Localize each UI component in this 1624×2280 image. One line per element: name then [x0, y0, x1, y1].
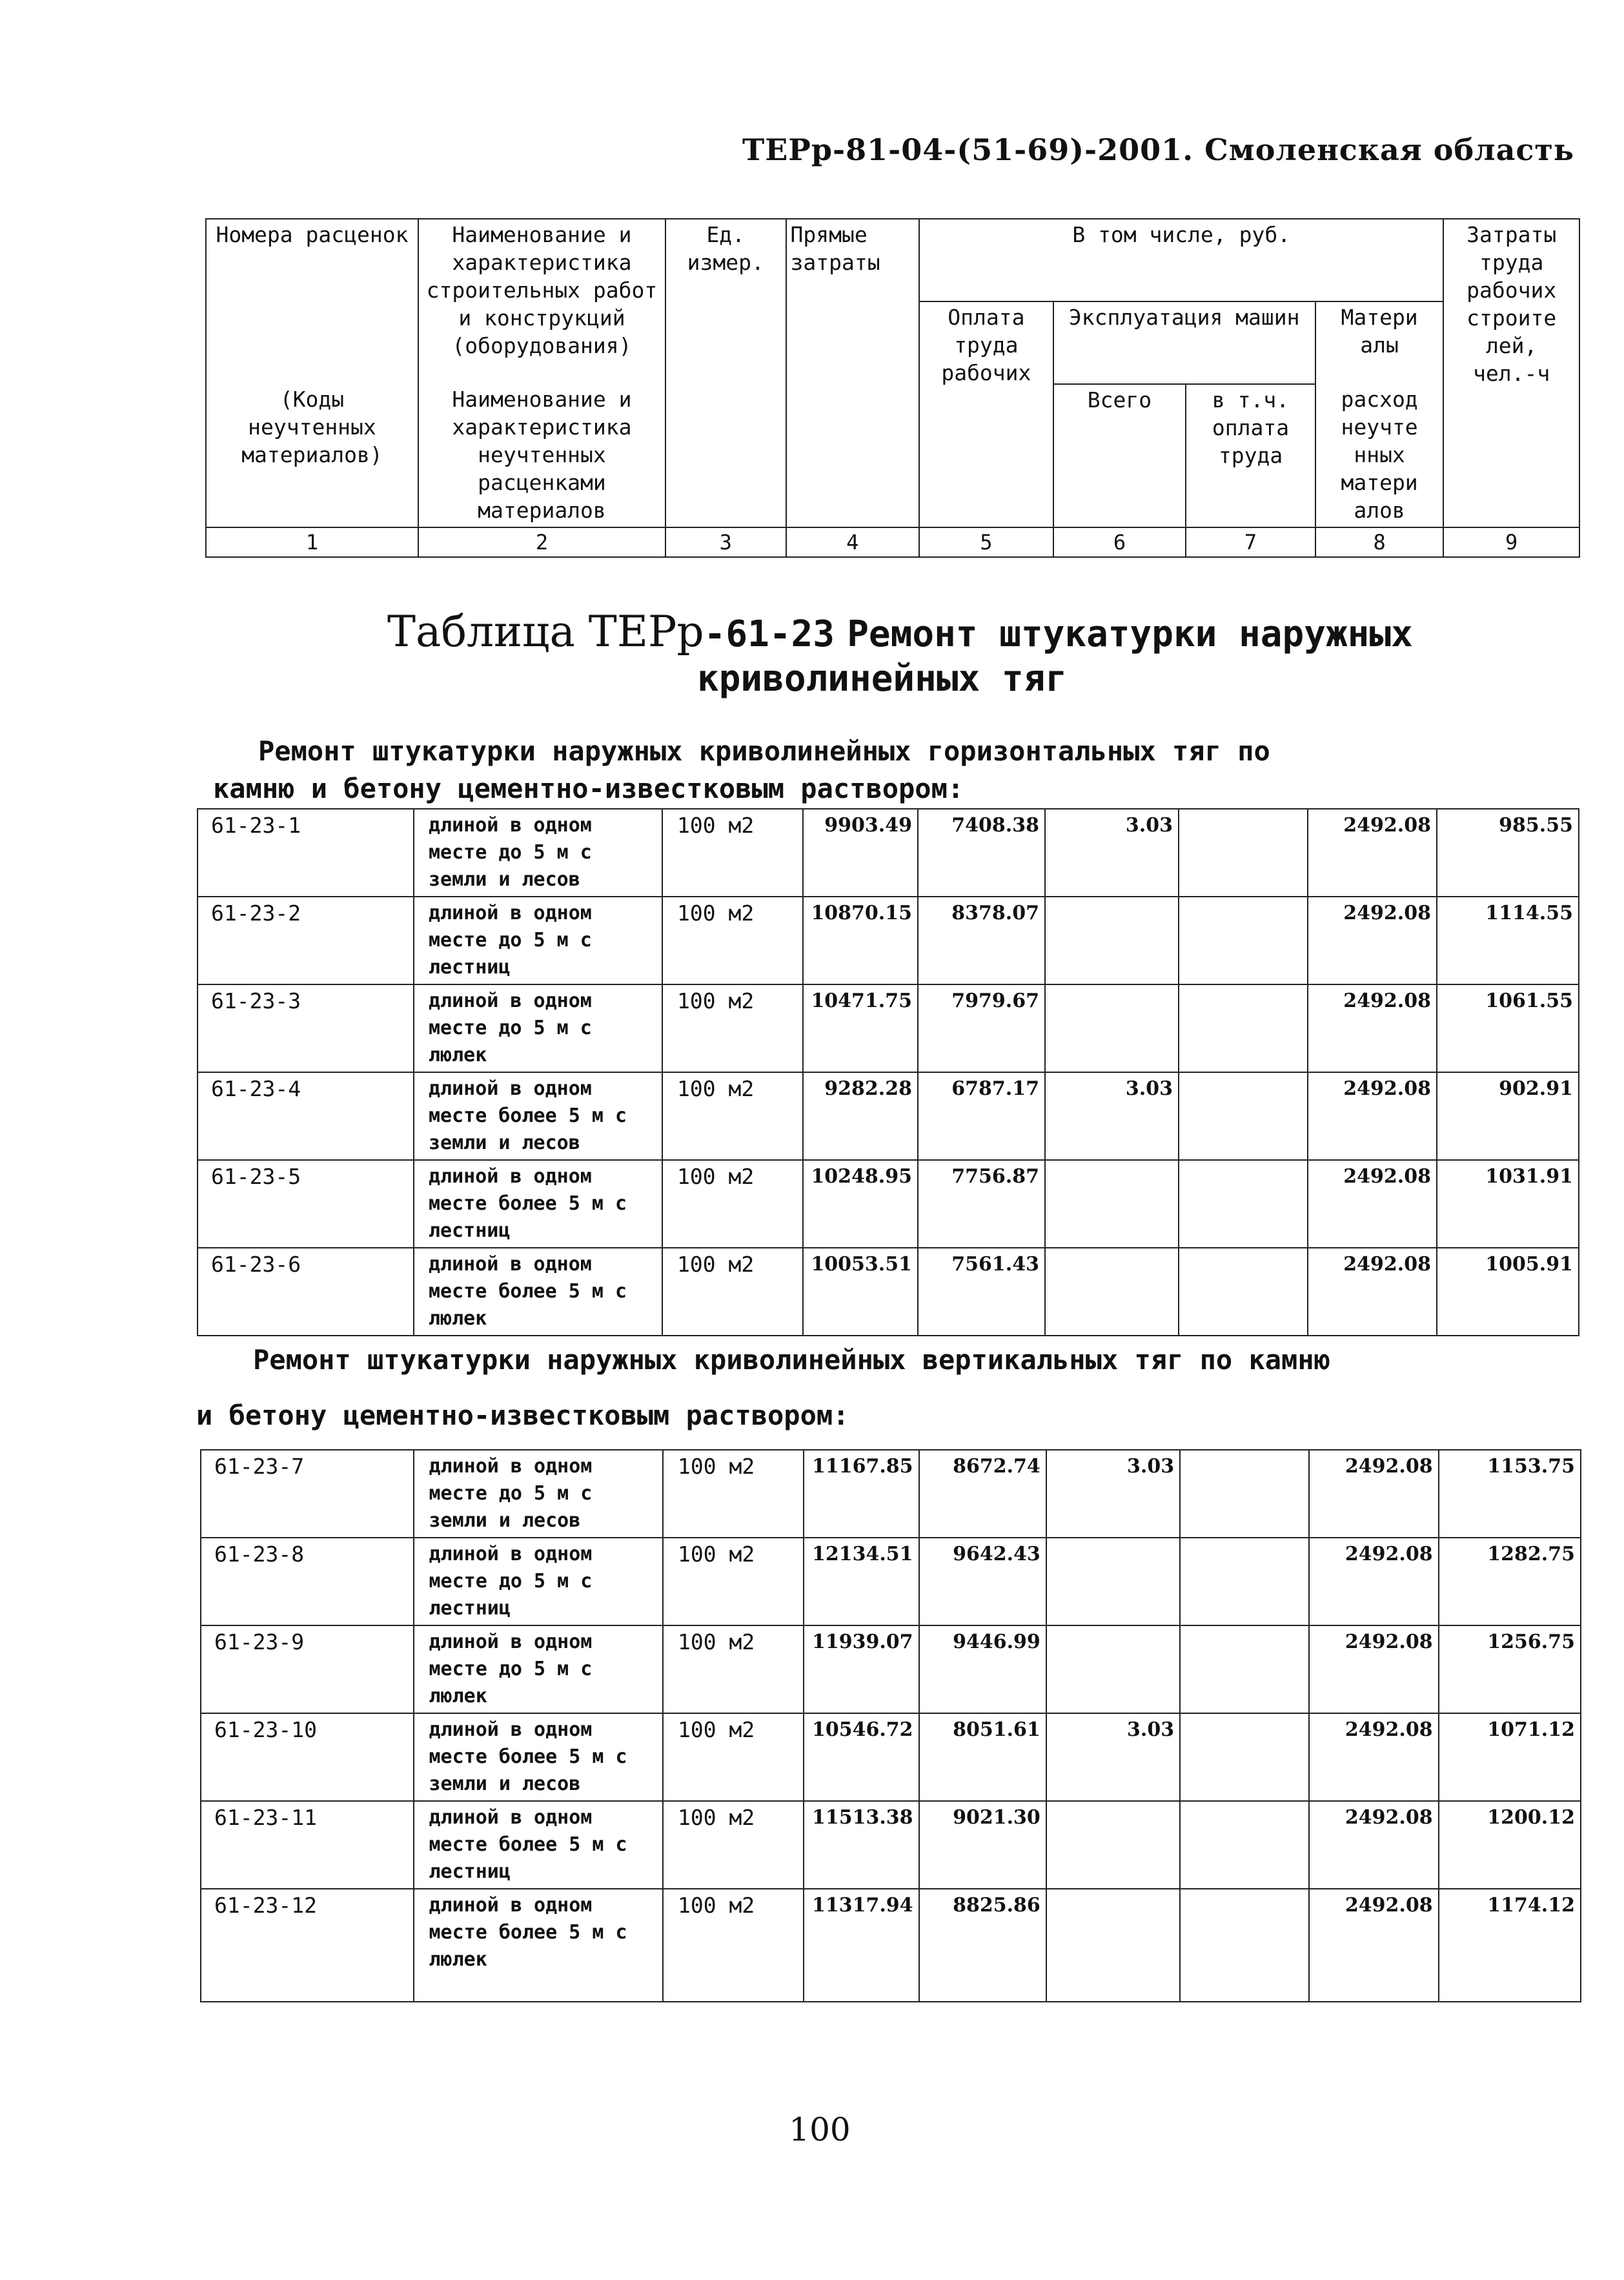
work-description-cell: длиной в одном месте до 5 м с лестниц	[414, 897, 662, 984]
direct-costs-cell: 12134.51	[804, 1538, 919, 1625]
unit-cell: 100 м2	[662, 1248, 803, 1336]
materials-cell: 2492.08	[1308, 897, 1437, 984]
rate-code-cell: 61-23-5	[198, 1160, 414, 1248]
section1-heading-line2: камню и бетону цементно-известковым раствором:	[213, 773, 964, 804]
column-number: 4	[786, 527, 920, 557]
machines-total-cell	[1046, 1625, 1180, 1713]
table-title-prefix: Таблица ТЕРр	[387, 607, 704, 657]
unit-cell: 100 м2	[662, 897, 803, 984]
header-rate-number: Номера расценок	[206, 219, 418, 384]
machines-total-cell: 3.03	[1045, 1072, 1179, 1160]
materials-cell: 2492.08	[1308, 984, 1437, 1072]
machines-total-cell	[1046, 1538, 1180, 1625]
section2-heading	[196, 1341, 1330, 1434]
table-row	[201, 1713, 1581, 1801]
machines-pay-cell	[1180, 1713, 1309, 1801]
column-number: 8	[1315, 527, 1444, 557]
column-number: 2	[418, 527, 665, 557]
work-description-cell: длиной в одном месте до 5 м с люлек	[414, 1625, 663, 1713]
machines-pay-cell	[1179, 809, 1308, 897]
labor-pay-cell: 9021.30	[919, 1801, 1046, 1889]
rate-code-cell: 61-23-11	[201, 1801, 414, 1889]
labor-hours-cell: 1061.55	[1437, 984, 1579, 1072]
direct-costs-cell: 9282.28	[803, 1072, 918, 1160]
labor-hours-cell: 1282.75	[1439, 1538, 1581, 1625]
column-number: 3	[665, 527, 786, 557]
table-row	[198, 984, 1579, 1072]
table-row	[201, 1889, 1581, 2002]
rate-code-cell: 61-23-10	[201, 1713, 414, 1801]
labor-hours-cell: 1256.75	[1439, 1625, 1581, 1713]
rate-code-cell: 61-23-9	[201, 1625, 414, 1713]
machines-total-cell	[1046, 1889, 1180, 2002]
rate-code-cell: 61-23-8	[201, 1538, 414, 1625]
document-header: ТЕРр-81-04-(51-69)-2001. Смоленская область	[742, 132, 1575, 167]
work-description-cell: длиной в одном месте более 5 м с люлек	[414, 1889, 663, 2002]
table-title-name: Ремонт штукатурки наружных	[847, 613, 1413, 655]
direct-costs-cell: 10248.95	[803, 1160, 918, 1248]
machines-pay-cell	[1180, 1538, 1309, 1625]
materials-cell: 2492.08	[1309, 1713, 1438, 1801]
column-number: 9	[1443, 527, 1579, 557]
labor-pay-cell: 9642.43	[919, 1538, 1046, 1625]
column-number: 7	[1186, 527, 1315, 557]
labor-pay-cell: 7408.38	[918, 809, 1045, 897]
work-description-cell: длиной в одном месте до 5 м с земли и лесов	[414, 1450, 663, 1538]
rate-code-cell: 61-23-3	[198, 984, 414, 1072]
section1-heading-line1: Ремонт штукатурки наружных криволинейных горизонтальных тяг по	[258, 735, 1270, 767]
rate-code-cell: 61-23-7	[201, 1450, 414, 1538]
labor-hours-cell: 1071.12	[1439, 1713, 1581, 1801]
section1-heading	[213, 733, 1270, 808]
table-title	[387, 607, 1523, 700]
materials-cell: 2492.08	[1309, 1538, 1438, 1625]
work-description-cell: длиной в одном месте более 5 м с земли и лесов	[414, 1072, 662, 1160]
direct-costs-cell: 11317.94	[804, 1889, 919, 2002]
labor-hours-cell: 1005.91	[1437, 1248, 1579, 1336]
rates-table-horizontal	[197, 808, 1579, 1336]
machines-total-cell	[1045, 897, 1179, 984]
machines-total-cell: 3.03	[1046, 1713, 1180, 1801]
labor-pay-cell: 9446.99	[919, 1625, 1046, 1713]
rate-code-cell: 61-23-6	[198, 1248, 414, 1336]
materials-cell: 2492.08	[1309, 1450, 1438, 1538]
work-description-cell: длиной в одном месте более 5 м с лестниц	[414, 1160, 662, 1248]
machines-pay-cell	[1179, 1160, 1308, 1248]
machines-pay-cell	[1179, 1072, 1308, 1160]
labor-pay-cell: 7756.87	[918, 1160, 1045, 1248]
machines-total-cell: 3.03	[1046, 1450, 1180, 1538]
unit-cell: 100 м2	[663, 1713, 804, 1801]
unit-cell: 100 м2	[663, 1538, 804, 1625]
work-description-cell: длиной в одном месте более 5 м с земли и лесов	[414, 1713, 663, 1801]
header-including: В том числе, руб.	[919, 219, 1443, 301]
section2-heading-line2: и бетону цементно-известковым раствором:	[196, 1400, 849, 1431]
materials-cell: 2492.08	[1308, 1248, 1437, 1336]
table-row	[198, 1160, 1579, 1248]
unit-cell: 100 м2	[662, 1072, 803, 1160]
materials-cell: 2492.08	[1309, 1625, 1438, 1713]
header-material-names: Наименование и характеристика неучтенных расценками материалов	[418, 384, 665, 527]
work-description-cell: длиной в одном месте более 5 м с лестниц	[414, 1801, 663, 1889]
labor-pay-cell: 8051.61	[919, 1713, 1046, 1801]
work-description-cell: длиной в одном месте до 5 м с земли и лесов	[414, 809, 662, 897]
machines-pay-cell	[1180, 1801, 1309, 1889]
direct-costs-cell: 11939.07	[804, 1625, 919, 1713]
materials-cell: 2492.08	[1308, 1160, 1437, 1248]
column-number: 1	[206, 527, 418, 557]
labor-hours-cell: 902.91	[1437, 1072, 1579, 1160]
header-material-codes: (Коды неучтенных материалов)	[206, 384, 418, 527]
machines-pay-cell	[1179, 984, 1308, 1072]
header-machines-total: Всего	[1053, 384, 1186, 527]
labor-hours-cell: 985.55	[1437, 809, 1579, 897]
work-description-cell: длиной в одном месте до 5 м с лестниц	[414, 1538, 663, 1625]
header-direct-costs: Прямые затраты	[786, 219, 920, 527]
column-number-row	[206, 527, 1579, 557]
header-labor-hours: Затраты труда рабочих строите лей, чел.-ч	[1443, 219, 1579, 527]
materials-cell: 2492.08	[1309, 1801, 1438, 1889]
direct-costs-cell: 10471.75	[803, 984, 918, 1072]
table-row	[198, 809, 1579, 897]
table-row	[201, 1801, 1581, 1889]
header-materials: Матери алы	[1315, 301, 1444, 384]
unit-cell: 100 м2	[662, 984, 803, 1072]
labor-pay-cell: 8825.86	[919, 1889, 1046, 2002]
table-row	[198, 1072, 1579, 1160]
machines-total-cell	[1045, 984, 1179, 1072]
machines-pay-cell	[1179, 897, 1308, 984]
direct-costs-cell: 10870.15	[803, 897, 918, 984]
header-machines: Эксплуатация машин	[1053, 301, 1315, 384]
materials-cell: 2492.08	[1308, 1072, 1437, 1160]
machines-pay-cell	[1180, 1625, 1309, 1713]
materials-cell: 2492.08	[1309, 1889, 1438, 2002]
column-number: 5	[919, 527, 1053, 557]
work-description-cell: длиной в одном месте более 5 м с люлек	[414, 1248, 662, 1336]
column-number: 6	[1053, 527, 1186, 557]
unit-cell: 100 м2	[662, 1160, 803, 1248]
machines-pay-cell	[1180, 1889, 1309, 2002]
section2-heading-line1: Ремонт штукатурки наружных криволинейных вертикальных тяг по камню	[253, 1344, 1330, 1376]
rate-code-cell: 61-23-2	[198, 897, 414, 984]
rate-code-cell: 61-23-12	[201, 1889, 414, 2002]
header-material-consumption: расход неучте нных матери алов	[1315, 384, 1444, 527]
machines-total-cell	[1045, 1160, 1179, 1248]
labor-pay-cell: 6787.17	[918, 1072, 1045, 1160]
unit-cell: 100 м2	[663, 1625, 804, 1713]
direct-costs-cell: 10546.72	[804, 1713, 919, 1801]
direct-costs-cell: 10053.51	[803, 1248, 918, 1336]
machines-pay-cell	[1179, 1248, 1308, 1336]
table-row	[198, 1248, 1579, 1336]
labor-pay-cell: 7979.67	[918, 984, 1045, 1072]
header-work-name: Наименование и характеристика строительных работ и конструкций (оборудования)	[418, 219, 665, 384]
unit-cell: 100 м2	[663, 1889, 804, 2002]
machines-total-cell: 3.03	[1045, 809, 1179, 897]
rate-code-cell: 61-23-4	[198, 1072, 414, 1160]
direct-costs-cell: 11513.38	[804, 1801, 919, 1889]
table-title-code: -61-23	[704, 613, 835, 655]
table-title-name-line2: криволинейных тяг	[697, 658, 1068, 700]
rates-table-vertical	[200, 1449, 1581, 2002]
machines-total-cell	[1045, 1248, 1179, 1336]
direct-costs-cell: 11167.85	[804, 1450, 919, 1538]
header-unit: Ед. измер.	[665, 219, 786, 527]
table-row	[201, 1538, 1581, 1625]
rate-code-cell: 61-23-1	[198, 809, 414, 897]
header-machines-pay: в т.ч. оплата труда	[1186, 384, 1315, 527]
column-header-table	[205, 218, 1580, 558]
header-labor-pay: Оплата труда рабочих	[919, 301, 1053, 527]
labor-hours-cell: 1031.91	[1437, 1160, 1579, 1248]
work-description-cell: длиной в одном месте до 5 м с люлек	[414, 984, 662, 1072]
unit-cell: 100 м2	[663, 1450, 804, 1538]
labor-pay-cell: 8378.07	[918, 897, 1045, 984]
table-row	[201, 1625, 1581, 1713]
labor-pay-cell: 8672.74	[919, 1450, 1046, 1538]
labor-hours-cell: 1174.12	[1439, 1889, 1581, 2002]
machines-pay-cell	[1180, 1450, 1309, 1538]
labor-pay-cell: 7561.43	[918, 1248, 1045, 1336]
machines-total-cell	[1046, 1801, 1180, 1889]
labor-hours-cell: 1200.12	[1439, 1801, 1581, 1889]
unit-cell: 100 м2	[663, 1801, 804, 1889]
page-number: 100	[789, 2111, 851, 2148]
unit-cell: 100 м2	[662, 809, 803, 897]
materials-cell: 2492.08	[1308, 809, 1437, 897]
labor-hours-cell: 1114.55	[1437, 897, 1579, 984]
labor-hours-cell: 1153.75	[1439, 1450, 1581, 1538]
direct-costs-cell: 9903.49	[803, 809, 918, 897]
table-row	[198, 897, 1579, 984]
table-row	[201, 1450, 1581, 1538]
